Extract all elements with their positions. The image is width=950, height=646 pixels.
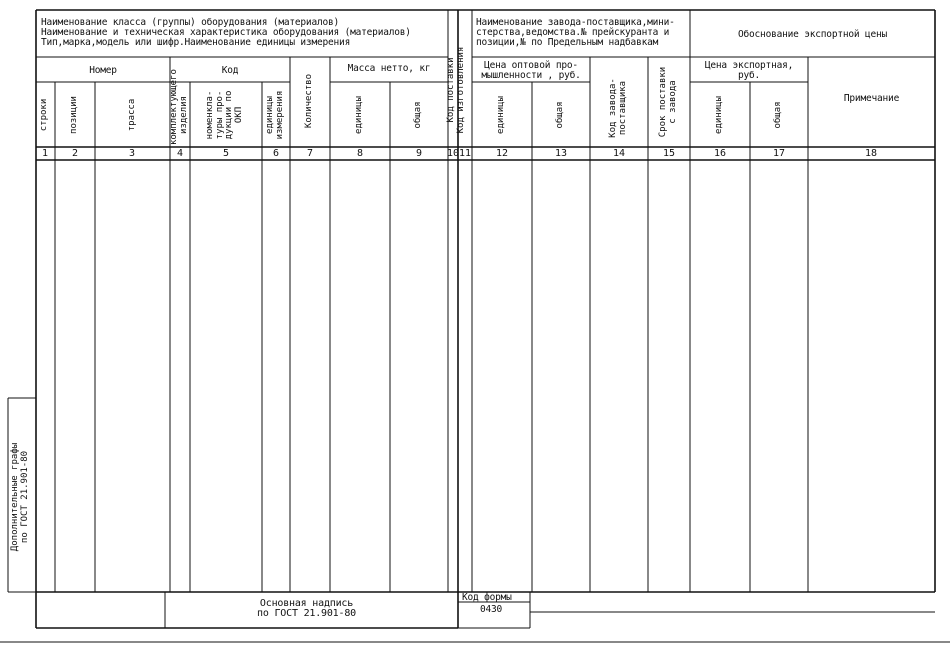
col-edinicy2: единицы [714, 96, 724, 134]
col-stroki: строки [39, 98, 49, 132]
col-trassa: трасса [127, 98, 137, 132]
col-edinicy-left: единицы [354, 96, 364, 134]
col-obshchaya-right: общая [555, 101, 565, 129]
colnum-11: 11 [458, 148, 472, 159]
col-obshchaya2: общая [773, 101, 783, 129]
colnum-10: 10 [446, 148, 460, 159]
col-pozicii: позиции [69, 96, 79, 134]
col-nomenklatury: номенкла- туры про- дукции по ОКП [205, 90, 244, 140]
group-cena-eksport: Цена экспортная, руб. [704, 60, 794, 81]
kod-formy-value: 0430 [480, 604, 503, 615]
colnum-16: 16 [713, 148, 727, 159]
group-kod: Код [221, 65, 239, 76]
right-header-line-1: Наименование завода-поставщика,мини- [476, 17, 675, 28]
group-obosnovanie: Обоснование экспортной цены [737, 29, 888, 40]
colnum-4: 4 [176, 148, 184, 159]
right-header-line-2: стерства,ведомства.№ прейскуранта и [476, 27, 670, 38]
group-nomer: Номер [89, 65, 117, 76]
col-srok: Срок поставки с завода [658, 66, 678, 138]
right-header-line-3: позиции,№ по Предельным надбавкам [476, 37, 659, 48]
col-obshchaya-left: общая [413, 101, 423, 129]
left-header-line-1: Наименование класса (группы) оборудования (материалов) [41, 17, 340, 28]
colnum-15: 15 [662, 148, 676, 159]
colnum-17: 17 [772, 148, 786, 159]
colnum-6: 6 [272, 148, 280, 159]
col-edinicy-right: единицы [496, 96, 506, 134]
col-kod-postavki: Код поставки Код изготовления [446, 46, 466, 134]
col-komplektuyushchego: комплектующего изделия [169, 69, 189, 145]
side-note: Дополнительные графы по ГОСТ 21.901-80 [10, 442, 30, 552]
left-header-line-2: Наименование и техническая характеристика оборудования (материалов) [41, 27, 411, 38]
colnum-18: 18 [864, 148, 878, 159]
col-edinicy-izm: единицы измерения [265, 90, 285, 140]
colnum-12: 12 [495, 148, 509, 159]
colnum-13: 13 [554, 148, 568, 159]
colnum-9: 9 [415, 148, 423, 159]
col-kolichestvo: Количество [304, 73, 314, 129]
colnum-1: 1 [41, 148, 49, 159]
colnum-14: 14 [612, 148, 626, 159]
col-primechanie: Примечание [843, 93, 900, 104]
stamp-text: Основная надпись по ГОСТ 21.901-80 [257, 598, 356, 619]
kod-formy-label: Код формы [462, 592, 512, 603]
colnum-7: 7 [306, 148, 314, 159]
left-header-line-3: Тип,марка,модель или шифр.Наименование единицы измерения [41, 37, 351, 48]
group-massa: Масса нетто, кг [347, 63, 431, 74]
colnum-3: 3 [128, 148, 136, 159]
colnum-2: 2 [71, 148, 79, 159]
colnum-5: 5 [222, 148, 230, 159]
colnum-8: 8 [356, 148, 364, 159]
col-kod-zavoda: Код завода- поставщика [608, 78, 628, 138]
group-cena-optovaya: Цена оптовой про- мышленности , руб. [481, 60, 581, 81]
